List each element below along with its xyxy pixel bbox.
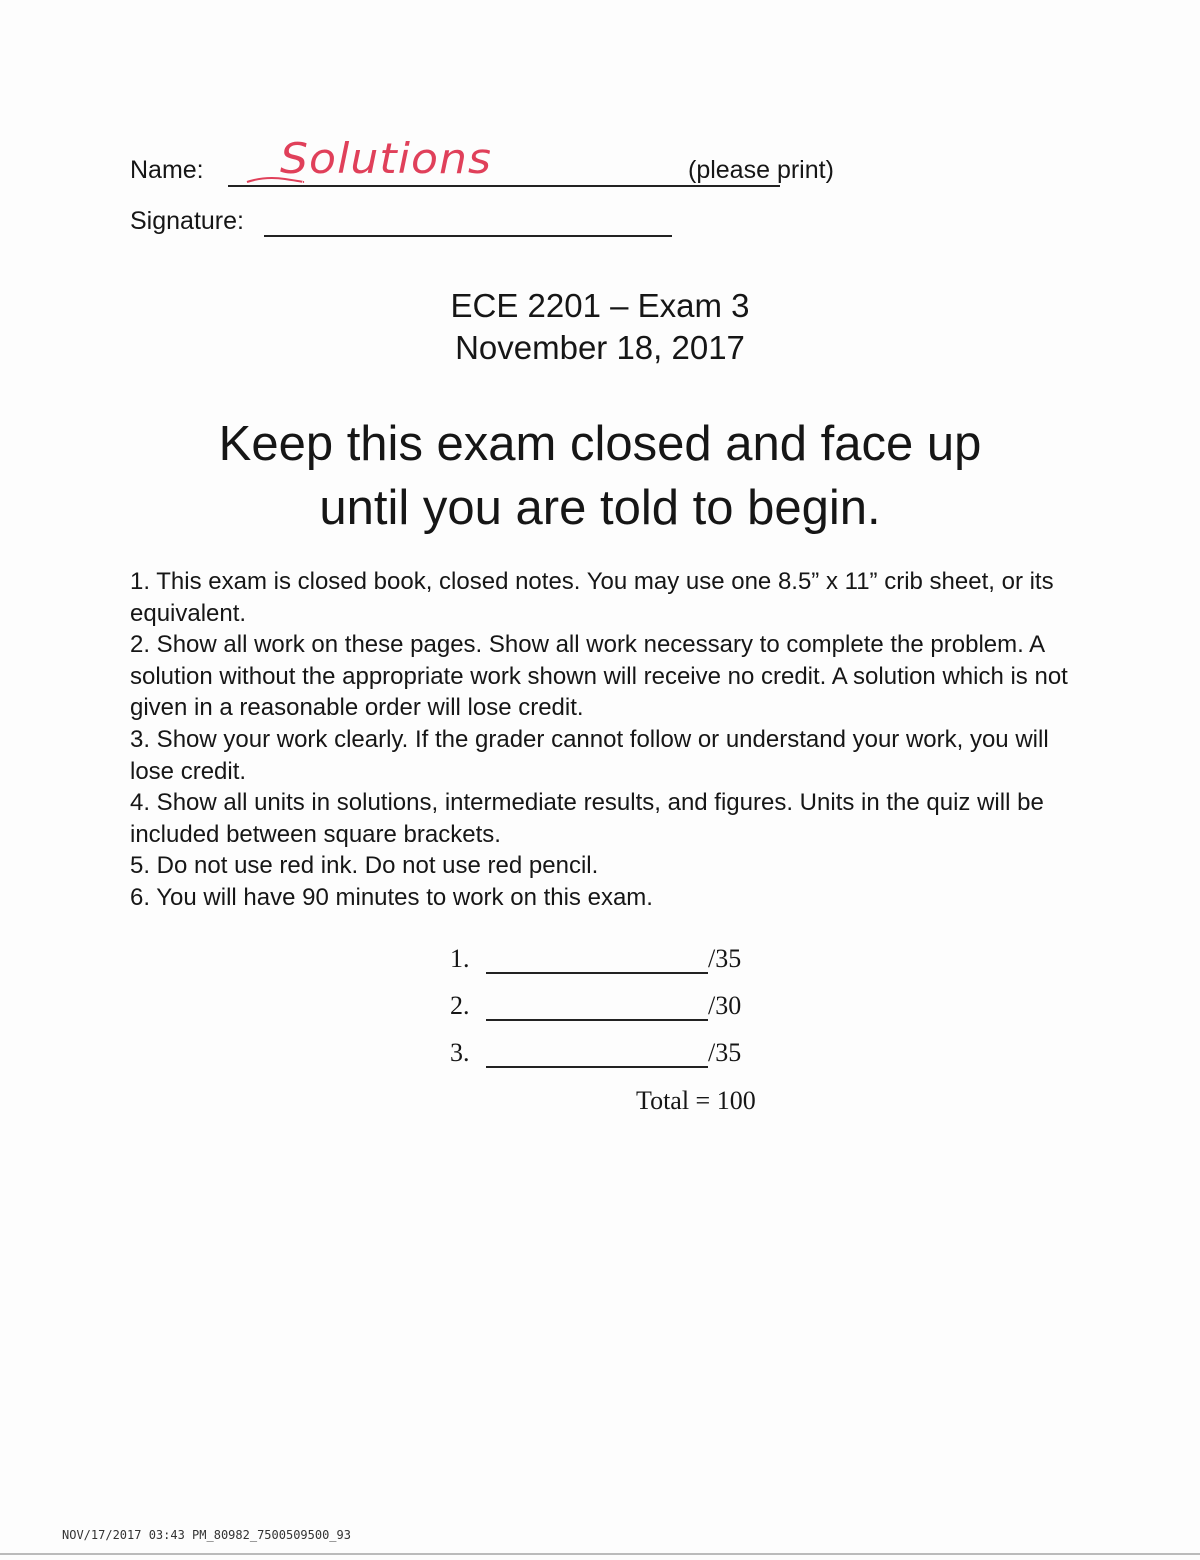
please-print-note: (please print) xyxy=(688,156,834,184)
score-row xyxy=(450,991,770,1023)
signature-label: Signature: xyxy=(130,207,244,235)
banner-line-1: Keep this exam closed and face up xyxy=(218,417,982,471)
score-total: Total = 100 xyxy=(636,1086,756,1115)
score-max: /35 xyxy=(708,944,742,973)
scan-edge-line xyxy=(0,1553,1200,1555)
score-row xyxy=(450,944,770,976)
name-underline[interactable] xyxy=(228,185,780,187)
score-problem-number: 3. xyxy=(450,1038,470,1067)
instruction-item: 2. Show all work on these pages. Show all work necessary to complete the problem. A solution without the appropriate work shown will receive no credit. A solution which is not given in a reasonable order will lose credit. xyxy=(130,631,1068,722)
score-max: /35 xyxy=(708,1038,742,1067)
instruction-item: 3. Show your work clearly. If the grader cannot follow or understand your work, you will lose credit. xyxy=(130,725,1049,785)
score-max: /30 xyxy=(708,991,742,1020)
signature-underline[interactable] xyxy=(264,235,672,237)
score-blank[interactable] xyxy=(486,1019,708,1021)
instructions-list xyxy=(130,566,1090,914)
course-title: ECE 2201 – Exam 3 xyxy=(450,287,750,324)
score-problem-number: 2. xyxy=(450,991,470,1020)
banner-line-2: until you are told to begin. xyxy=(319,481,881,535)
score-blank[interactable] xyxy=(486,972,708,974)
instruction-item: 6. You will have 90 minutes to work on this exam. xyxy=(130,883,653,911)
instruction-item: 1. This exam is closed book, closed notes. You may use one 8.5” x 11” crib sheet, or its equivalent. xyxy=(130,568,1054,627)
handwritten-name: Solutions xyxy=(280,134,493,183)
name-label: Name: xyxy=(130,156,204,184)
score-blank[interactable] xyxy=(486,1066,708,1068)
score-row xyxy=(450,1038,770,1070)
exam-date: November 18, 2017 xyxy=(455,329,745,366)
score-problem-number: 1. xyxy=(450,944,470,973)
scan-footer-stamp: NOV/17/2017 03:43 PM_80982_7500509500_93 xyxy=(62,1528,351,1542)
instruction-item: 4. Show all units in solutions, intermediate results, and figures. Units in the quiz will be included between square brackets. xyxy=(130,789,1044,848)
instruction-item: 5. Do not use red ink. Do not use red pencil. xyxy=(130,852,599,880)
